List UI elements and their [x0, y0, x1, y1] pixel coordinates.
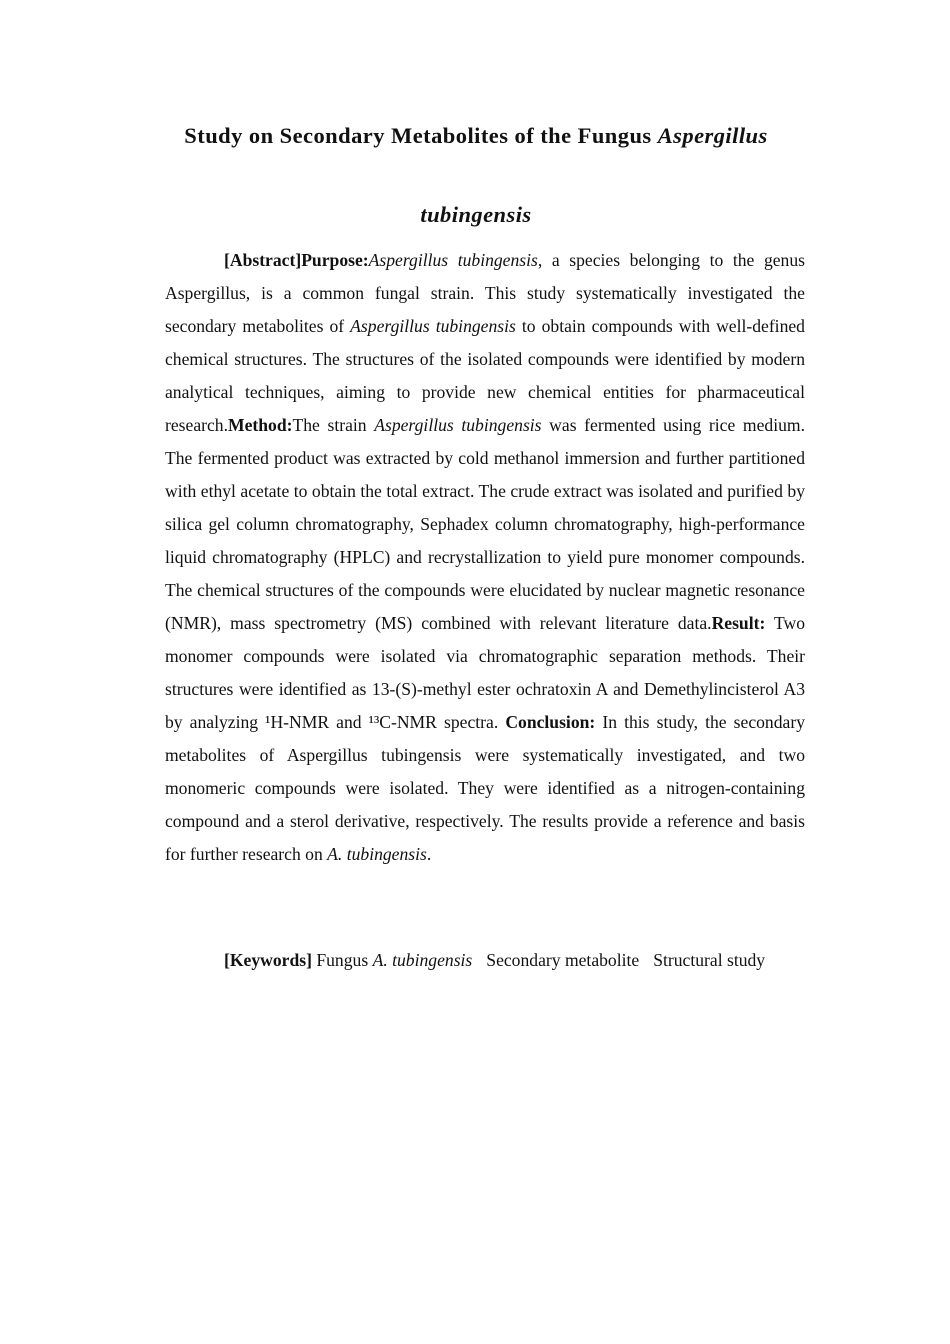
keyword-1-species: A. tubingensis: [372, 950, 473, 970]
result-text: Two monomer compounds were isolated via chromatographic separation methods. Their structures were identified as 13-(S)-methyl ester ochratoxin A and Demethylincisterol A3 by analyzing ¹H-NMR and ¹³C-NMR spectra.: [165, 613, 805, 732]
paper-title-line-2: [120, 202, 832, 228]
conclusion-text-1: In this study, the secondary metabolites of Aspergillus tubingensis were systematically investigated, and two monomeric compounds were isolated. They were identified as a nitrogen-containing compound and a sterol derivative, respectively. The results provide a reference and basis for further research on: [165, 712, 805, 864]
keyword-1-text: Fungus: [311, 950, 373, 970]
abstract-paragraph: [165, 244, 805, 871]
abstract-label: [Abstract]: [224, 250, 302, 270]
keyword-2: Secondary metabolite: [486, 950, 640, 970]
purpose-label: Purpose:: [301, 250, 369, 270]
keyword-3: Structural study: [653, 950, 766, 970]
result-label: Result:: [711, 613, 766, 633]
method-label: Method:: [228, 415, 293, 435]
purpose-text-2: to obtain compounds with well-defined chemical structures. The structures of the isolated compounds were identified by modern analytical techniques, aiming to provide new chemical entities for pharmaceutical research.: [165, 316, 805, 435]
title-genus: Aspergillus: [657, 123, 768, 148]
conclusion-species: A. tubingensis: [327, 844, 427, 864]
paper-title-line-1: [120, 123, 832, 149]
purpose-species-2: Aspergillus tubingensis: [350, 316, 516, 336]
conclusion-label: Conclusion:: [505, 712, 596, 732]
method-text-2: was fermented using rice medium. The fermented product was extracted by cold methanol immersion and further partitioned with ethyl acetate to obtain the total extract. The crude extract was isolated and purified by silica gel column chromatography, Sephadex column chromatography, high-performance liquid chromatography (HPLC) and recrystallization to yield pure monomer compounds. The chemical structures of the compounds were elucidated by nuclear magnetic resonance (NMR), mass spectrometry (MS) combined with relevant literature data.: [165, 415, 805, 633]
title-species: tubingensis: [420, 202, 532, 227]
keywords-paragraph: [165, 944, 805, 977]
title-text: Study on Secondary Metabolites of the Fungus: [184, 123, 658, 148]
conclusion-text-2: .: [426, 844, 432, 864]
purpose-species: Aspergillus tubingensis: [368, 250, 538, 270]
keywords-label: [Keywords]: [224, 950, 312, 970]
method-text-1: The strain: [292, 415, 375, 435]
purpose-text-1: , a species belonging to the genus Aspergillus, is a common fungal strain. This study systematically investigated the secondary metabolites of: [165, 250, 805, 336]
method-species: Aspergillus tubingensis: [374, 415, 542, 435]
